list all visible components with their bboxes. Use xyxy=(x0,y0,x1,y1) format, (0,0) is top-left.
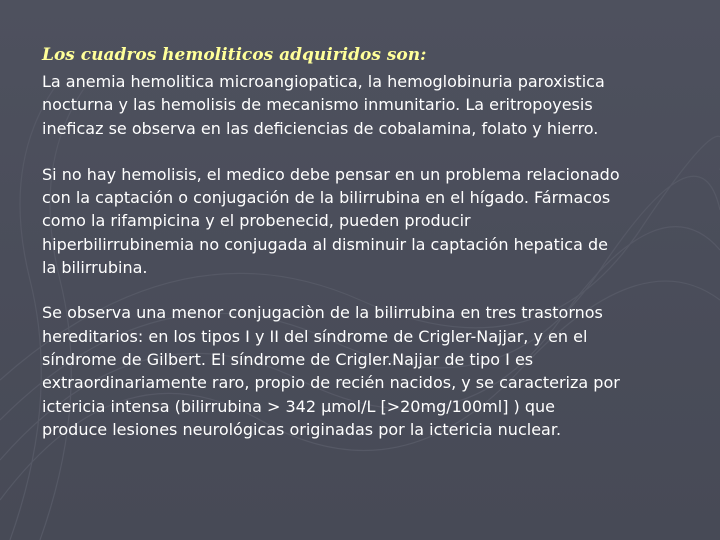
text-line: con la captación o conjugación de la bilirrubina en el hígado. Fármacos xyxy=(42,188,611,208)
text-line: hiperbilirrubinemia no conjugada al disminuir la captación hepatica de xyxy=(42,234,608,254)
text-line: la bilirrubina. xyxy=(42,258,148,278)
text-line: ineficaz se observa en las deficiencias de cobalamina, folato y hierro. xyxy=(42,118,599,138)
text-line: hereditarios: en los tipos I y II del síndrome de Crigler-Najjar, y en el xyxy=(42,326,588,346)
paragraph-spacer xyxy=(42,140,692,163)
paragraph-hereditary-disorders xyxy=(42,301,692,441)
paragraph-bilirubin-uptake xyxy=(42,163,692,279)
text-line: Si no hay hemolisis, el medico debe pensar en un problema relacionado xyxy=(42,164,620,184)
text-line: síndrome de Gilbert. El síndrome de Crigler.Najjar de tipo I es xyxy=(42,349,534,369)
text-line: Se observa una menor conjugaciòn de la bilirrubina en tres trastornos xyxy=(42,303,603,323)
slide-heading: Los cuadros hemoliticos adquiridos son: xyxy=(42,45,427,65)
text-line: produce lesiones neurológicas originadas por la ictericia nuclear. xyxy=(42,419,562,439)
paragraph-acquired-hemolysis xyxy=(42,70,692,140)
text-line: como la rifampicina y el probenecid, pueden producir xyxy=(42,211,471,231)
slide-content xyxy=(42,44,692,441)
text-line: ictericia intensa (bilirrubina > 342 µmol/L [>20mg/100ml] ) que xyxy=(42,396,555,416)
paragraph-spacer xyxy=(42,279,692,301)
text-line: La anemia hemolitica microangiopatica, la hemoglobinuria paroxistica xyxy=(42,72,605,91)
text-line: extraordinariamente raro, propio de recién nacidos, y se caracteriza por xyxy=(42,373,620,393)
text-line: nocturna y las hemolisis de mecanismo inmunitario. La eritropoyesis xyxy=(42,95,593,115)
